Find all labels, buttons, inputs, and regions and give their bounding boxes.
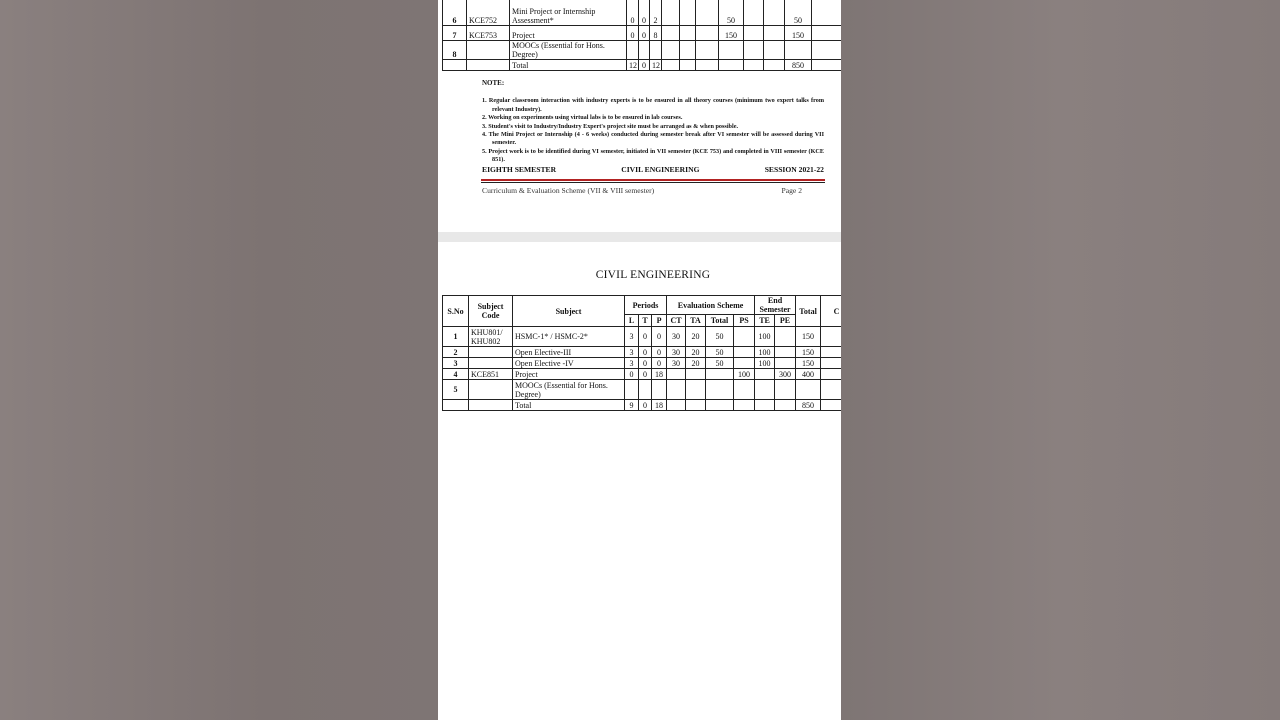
cell-credit (812, 41, 842, 60)
page-gap (438, 232, 841, 242)
cell-pe (775, 400, 796, 411)
cell-pe (764, 60, 785, 71)
note-item: 1. Regular classroom interaction with industry experts is to be ensured in all theory courses (minimum two expert talks from relevant Industry). (482, 97, 824, 113)
cell-ta (680, 26, 696, 41)
cell-sno: 3 (443, 358, 469, 369)
cell-pe: 300 (775, 369, 796, 380)
cell-te (744, 26, 764, 41)
cell-ps: 50 (719, 0, 744, 26)
header-total: Total (796, 296, 821, 327)
cell-p: 0 (652, 347, 667, 358)
cell-p: 2 (650, 0, 662, 26)
header-eval-total: Total (706, 315, 734, 327)
table-row (443, 380, 842, 400)
cell-l (627, 41, 639, 60)
cell-t: 0 (639, 0, 650, 26)
cell-te (755, 380, 775, 400)
cell-p: 12 (650, 60, 662, 71)
cell-ta (686, 369, 706, 380)
cell-total: 50 (706, 358, 734, 369)
cell-t: 0 (639, 400, 652, 411)
header-ct: CT (667, 315, 686, 327)
cell-p: 18 (652, 400, 667, 411)
cell-pe (775, 347, 796, 358)
table-row (443, 0, 842, 26)
cell-code: KHU801/ KHU802 (469, 327, 513, 347)
table-row (443, 347, 842, 358)
cell-t: 0 (639, 369, 652, 380)
department-label: CIVIL ENGINEERING (621, 165, 700, 174)
header-sno: S.No (443, 296, 469, 327)
cell-ct: 30 (667, 358, 686, 369)
cell-total (706, 380, 734, 400)
cell-total (706, 400, 734, 411)
cell-ct: 30 (667, 347, 686, 358)
header-pe: PE (775, 315, 796, 327)
cell-credit (821, 369, 841, 380)
cell-grand: 150 (796, 347, 821, 358)
cell-pe (775, 358, 796, 369)
cell-sno: 4 (443, 369, 469, 380)
cell-grand: 400 (796, 369, 821, 380)
cell-total (706, 369, 734, 380)
cell-subject: Total (513, 400, 625, 411)
cell-t (639, 380, 652, 400)
header-t: T (639, 315, 652, 327)
document-page-2 (438, 242, 841, 720)
cell-subject: Mini Project or Internship Assessment* (510, 0, 627, 26)
cell-sno (443, 400, 469, 411)
cell-te: 100 (755, 358, 775, 369)
cell-te (755, 369, 775, 380)
cell-ct (662, 26, 680, 41)
cell-ta (680, 41, 696, 60)
cell-pe (764, 0, 785, 26)
table-row (443, 327, 842, 347)
footer-title: Curriculum & Evaluation Scheme (VII & VIII semester) (482, 186, 655, 195)
cell-ps (734, 380, 755, 400)
cell-grand (796, 380, 821, 400)
cell-subject: Project (513, 369, 625, 380)
blurred-background-right (841, 0, 1280, 720)
cell-pe (764, 41, 785, 60)
semester-label: EIGHTH SEMESTER (482, 165, 557, 174)
cell-grand (785, 41, 812, 60)
cell-ct (662, 60, 680, 71)
notes-title: NOTE: (482, 79, 505, 87)
cell-pe (775, 327, 796, 347)
cell-te (744, 0, 764, 26)
cell-t: 0 (639, 26, 650, 41)
cell-ps: 150 (719, 26, 744, 41)
header-l: L (625, 315, 639, 327)
table-row (443, 26, 842, 41)
cell-code (469, 358, 513, 369)
cell-total: 50 (706, 347, 734, 358)
cell-te (744, 60, 764, 71)
cell-code (467, 60, 510, 71)
cell-ta (680, 60, 696, 71)
cell-t: 0 (639, 347, 652, 358)
cell-ta (686, 380, 706, 400)
cell-code: KCE753 (467, 26, 510, 41)
cell-ta: 20 (686, 347, 706, 358)
cell-credit (812, 26, 842, 41)
header-credit: C (821, 296, 841, 327)
cell-ct (667, 400, 686, 411)
page-heading: CIVIL ENGINEERING (595, 269, 711, 281)
cell-subject: Project (510, 26, 627, 41)
cell-te: 100 (755, 327, 775, 347)
header-ps: PS (734, 315, 755, 327)
header-te: TE (755, 315, 775, 327)
cell-subject: HSMC-1* / HSMC-2* (513, 327, 625, 347)
cell-ct (667, 369, 686, 380)
divider-black (481, 182, 825, 183)
cell-l: 0 (625, 369, 639, 380)
table-row (443, 358, 842, 369)
divider-red (481, 179, 825, 181)
cell-subject: MOOCs (Essential for Hons. Degree) (510, 41, 627, 60)
cell-l: 3 (625, 327, 639, 347)
cell-ps (719, 60, 744, 71)
cell-total (696, 41, 719, 60)
cell-code (469, 347, 513, 358)
cell-l: 9 (625, 400, 639, 411)
cell-credit (812, 0, 842, 26)
cell-code: KCE851 (469, 369, 513, 380)
cell-sno (443, 60, 467, 71)
cell-pe (764, 26, 785, 41)
cell-sno: 7 (443, 26, 467, 41)
cell-credit (821, 400, 841, 411)
scheme-table-eighth-semester (442, 295, 841, 411)
cell-subject: Total (510, 60, 627, 71)
notes-section (482, 79, 824, 165)
document-page-1 (438, 0, 841, 232)
scheme-table-seventh-semester (442, 0, 841, 71)
cell-t: 0 (639, 60, 650, 71)
cell-p: 8 (650, 26, 662, 41)
cell-total: 50 (706, 327, 734, 347)
cell-te: 100 (755, 347, 775, 358)
cell-subject: Open Elective-III (513, 347, 625, 358)
cell-grand: 150 (785, 26, 812, 41)
cell-ps (734, 358, 755, 369)
cell-t: 0 (639, 327, 652, 347)
table-row (443, 41, 842, 60)
note-item: 4. The Mini Project or Internship (4 - 6 weeks) conducted during semester break after VI semester will be assessed during VII semester. (482, 131, 824, 147)
cell-grand: 150 (796, 358, 821, 369)
header-ta: TA (686, 315, 706, 327)
cell-te (744, 41, 764, 60)
cell-ct (667, 380, 686, 400)
cell-credit (812, 60, 842, 71)
header-p: P (652, 315, 667, 327)
cell-ta (686, 400, 706, 411)
note-item: 5. Project work is to be identified during VI semester, initiated in VII semester (KCE 753) and completed in VIII semester (KCE 851). (482, 147, 824, 164)
cell-code: KCE752 (467, 0, 510, 26)
cell-l: 0 (627, 26, 639, 41)
cell-subject: Open Elective -IV (513, 358, 625, 369)
cell-sno: 6 (443, 0, 467, 26)
cell-total (696, 60, 719, 71)
cell-sno: 8 (443, 41, 467, 60)
header-subject: Subject (513, 296, 625, 327)
page-footer (482, 186, 802, 195)
cell-sno: 5 (443, 380, 469, 400)
cell-p: 18 (652, 369, 667, 380)
header-periods: Periods (625, 296, 667, 315)
cell-ct (662, 0, 680, 26)
cell-grand: 150 (796, 327, 821, 347)
cell-ct: 30 (667, 327, 686, 347)
cell-p (650, 41, 662, 60)
cell-ta: 20 (686, 358, 706, 369)
note-item: 2. Working on experiments using virtual labs is to be ensured in lab courses. (482, 114, 683, 122)
header-end-semester: End Semester (755, 296, 796, 315)
cell-ps (734, 400, 755, 411)
cell-sno: 2 (443, 347, 469, 358)
cell-code (469, 400, 513, 411)
cell-l: 0 (627, 0, 639, 26)
cell-ct (662, 41, 680, 60)
blurred-background-left (0, 0, 438, 720)
header-evaluation-scheme: Evaluation Scheme (667, 296, 755, 315)
cell-grand: 850 (796, 400, 821, 411)
table-row (443, 400, 842, 411)
table-row (443, 60, 842, 71)
cell-total (696, 26, 719, 41)
cell-ps: 100 (734, 369, 755, 380)
page-number: Page 2 (781, 186, 802, 195)
cell-l (625, 380, 639, 400)
cell-p: 0 (652, 358, 667, 369)
cell-ta: 20 (686, 327, 706, 347)
cell-p (652, 380, 667, 400)
cell-credit (821, 347, 841, 358)
cell-ta (680, 0, 696, 26)
cell-credit (821, 327, 841, 347)
cell-grand: 50 (785, 0, 812, 26)
cell-l: 3 (625, 358, 639, 369)
cell-credit (821, 358, 841, 369)
note-item: 3. Student's visit to Industry/Industry Expert's project site must be arranged as & when possible. (482, 122, 738, 130)
cell-grand: 850 (785, 60, 812, 71)
cell-l: 12 (627, 60, 639, 71)
cell-code (467, 41, 510, 60)
cell-subject: MOOCs (Essential for Hons. Degree) (513, 380, 625, 400)
cell-sno: 1 (443, 327, 469, 347)
cell-p: 0 (652, 327, 667, 347)
cell-ps (734, 327, 755, 347)
semester-header-row (482, 165, 824, 174)
cell-credit (821, 380, 841, 400)
cell-ps (719, 41, 744, 60)
cell-pe (775, 380, 796, 400)
cell-total (696, 0, 719, 26)
cell-t: 0 (639, 358, 652, 369)
cell-ps (734, 347, 755, 358)
cell-te (755, 400, 775, 411)
cell-l: 3 (625, 347, 639, 358)
table-row (443, 369, 842, 380)
session-label: SESSION 2021-22 (764, 165, 824, 174)
header-subject-code: Subject Code (469, 296, 513, 327)
cell-t (639, 41, 650, 60)
cell-code (469, 380, 513, 400)
